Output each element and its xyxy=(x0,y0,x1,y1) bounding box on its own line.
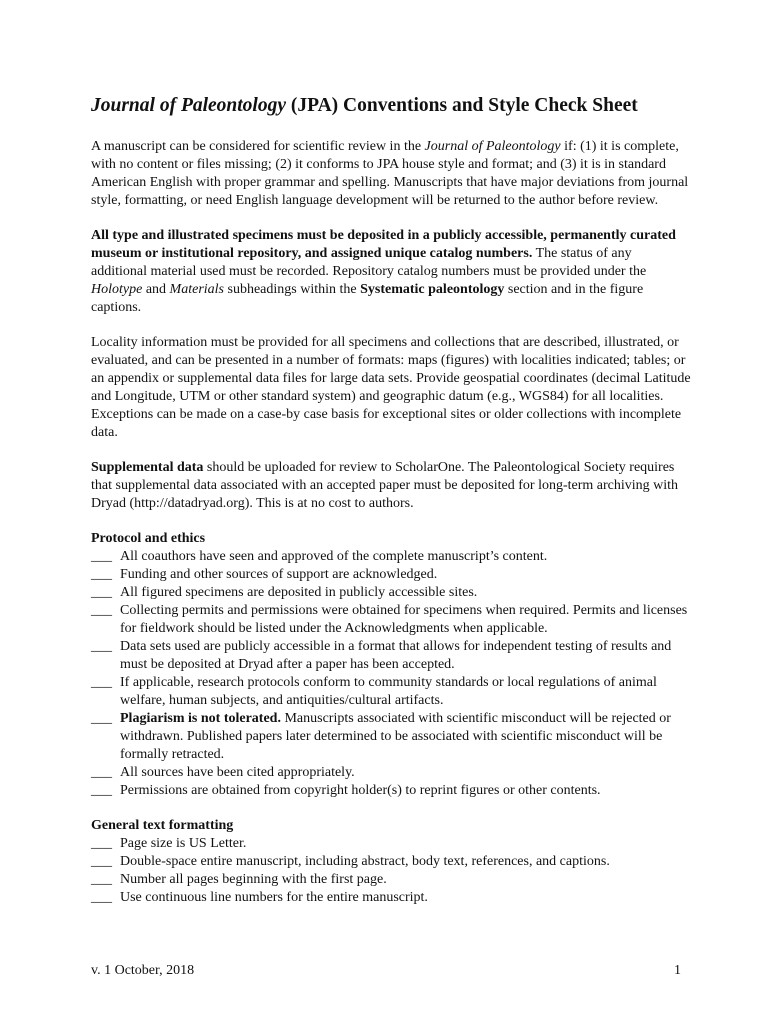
title-journal-name: Journal of Paleontology xyxy=(91,95,287,116)
checklist-item-text: Collecting permits and permissions were obtained for specimens when required. Permits and licenses for fieldwork should be listed under the Acknowledgments when applicable. xyxy=(120,603,688,636)
checklist-item[interactable] xyxy=(91,871,691,889)
checkbox-blank[interactable]: ___ xyxy=(91,765,112,780)
materials-term: Materials xyxy=(169,282,224,297)
page-title xyxy=(91,94,691,118)
checklist-item-text: Double-space entire manuscript, including abstract, body text, references, and captions. xyxy=(120,854,610,869)
checklist-item-text: Page size is US Letter. xyxy=(120,836,247,851)
protocol-heading: Protocol and ethics xyxy=(91,531,206,546)
intro-text-1: A manuscript can be considered for scientific review in the xyxy=(91,139,425,154)
intro-paragraph xyxy=(91,138,691,210)
checkbox-blank[interactable]: ___ xyxy=(91,675,112,690)
systematic-paleontology-term: Systematic paleontology xyxy=(360,282,505,297)
checkbox-blank[interactable]: ___ xyxy=(91,711,112,726)
checklist-item[interactable] xyxy=(91,853,691,871)
supplemental-text: should be uploaded for review to ScholarOne. The Paleontological Society requires that supplemental data associated with an accepted paper must be deposited for long-term archiving with Dryad (http://datadryad.org). This is at no cost to authors. xyxy=(91,460,679,511)
checklist-item-text: Funding and other sources of support are acknowledged. xyxy=(120,567,438,582)
checklist-item-text: Permissions are obtained from copyright holder(s) to reprint figures or other contents. xyxy=(120,783,601,798)
general-formatting-checklist xyxy=(91,835,691,907)
checkbox-blank[interactable]: ___ xyxy=(91,890,112,905)
specimens-text-4: section and in the figure captions. xyxy=(91,282,644,315)
checkbox-blank[interactable]: ___ xyxy=(91,836,112,851)
checklist-item[interactable] xyxy=(91,782,691,800)
checklist-item[interactable] xyxy=(91,889,691,907)
document-page xyxy=(91,94,691,924)
title-rest: (JPA) Conventions and Style Check Sheet xyxy=(286,95,638,116)
checklist-item[interactable] xyxy=(91,548,691,566)
checklist-item[interactable] xyxy=(91,584,691,602)
checklist-item-text: If applicable, research protocols conform to community standards or local regulations of animal welfare, human subjects, and antiquities/cultural artifacts. xyxy=(120,675,657,708)
protocol-checklist xyxy=(91,548,691,800)
checkbox-blank[interactable]: ___ xyxy=(91,567,112,582)
checkbox-blank[interactable]: ___ xyxy=(91,854,112,869)
plagiarism-statement: Plagiarism is not tolerated. xyxy=(120,711,281,726)
checkbox-blank[interactable]: ___ xyxy=(91,603,112,618)
checklist-item-text: All coauthors have seen and approved of the complete manuscript’s content. xyxy=(120,549,548,564)
checkbox-blank[interactable]: ___ xyxy=(91,783,112,798)
checklist-item-text: Use continuous line numbers for the entire manuscript. xyxy=(120,890,428,905)
page-number: 1 xyxy=(674,963,681,978)
general-formatting-heading: General text formatting xyxy=(91,818,234,833)
specimens-bold-statement: All type and illustrated specimens must be deposited in a publicly accessible, permanently curated museum or institutional repository, and assigned unique catalog numbers. xyxy=(91,228,676,261)
checklist-item[interactable] xyxy=(91,674,691,710)
intro-journal-name: Journal of Paleontology xyxy=(424,139,561,154)
checklist-item-text: Number all pages beginning with the first page. xyxy=(120,872,387,887)
specimens-text-1: The status of any additional material used must be recorded. Repository catalog numbers must be provided under the xyxy=(91,246,647,279)
checklist-item[interactable] xyxy=(91,710,691,764)
specimens-text-2: and xyxy=(142,282,170,297)
checklist-item[interactable] xyxy=(91,566,691,584)
checklist-item-text: Manuscripts associated with scientific misconduct will be rejected or withdrawn. Published papers later determined to be associated with scientific misconduct will be formally retracted. xyxy=(120,711,671,762)
version-date: v. 1 October, 2018 xyxy=(91,963,195,978)
supplemental-paragraph xyxy=(91,459,691,513)
checklist-item-text: All figured specimens are deposited in publicly accessible sites. xyxy=(120,585,478,600)
checkbox-blank[interactable]: ___ xyxy=(91,872,112,887)
supplemental-bold: Supplemental data xyxy=(91,460,204,475)
checklist-item[interactable] xyxy=(91,835,691,853)
checkbox-blank[interactable]: ___ xyxy=(91,639,112,654)
specimens-paragraph xyxy=(91,227,691,317)
checklist-item-text: All sources have been cited appropriately. xyxy=(120,765,355,780)
specimens-text-3: subheadings within the xyxy=(224,282,361,297)
holotype-term: Holotype xyxy=(91,282,143,297)
checkbox-blank[interactable]: ___ xyxy=(91,549,112,564)
checklist-item[interactable] xyxy=(91,764,691,782)
checklist-item-text: Data sets used are publicly accessible in a format that allows for independent testing of results and must be deposited at Dryad after a paper has been accepted. xyxy=(120,639,672,672)
checklist-item[interactable] xyxy=(91,638,691,674)
intro-text-2: if: (1) it is complete, with no content or files missing; (2) it conforms to JPA house style and format; and (3) it is in standard American English with proper grammar and spelling. Manuscripts that have major deviations from journal style, formatting, or need English language development will be returned to the author before review. xyxy=(91,139,689,208)
checkbox-blank[interactable]: ___ xyxy=(91,585,112,600)
checklist-item[interactable] xyxy=(91,602,691,638)
locality-paragraph: Locality information must be provided for all specimens and collections that are described, illustrated, or evaluated, and can be presented in a number of formats: maps (figures) with localities indicated; tables; or an appendix or supplemental data files for large data sets. Provide geospatial coordinates (decimal Latitude and Longitude, UTM or other standard system) and geographic datum (e.g., WGS84) for all localities. Exceptions can be made on a case-by case basis for exceptional sites or older collections with incomplete data. xyxy=(91,335,691,440)
